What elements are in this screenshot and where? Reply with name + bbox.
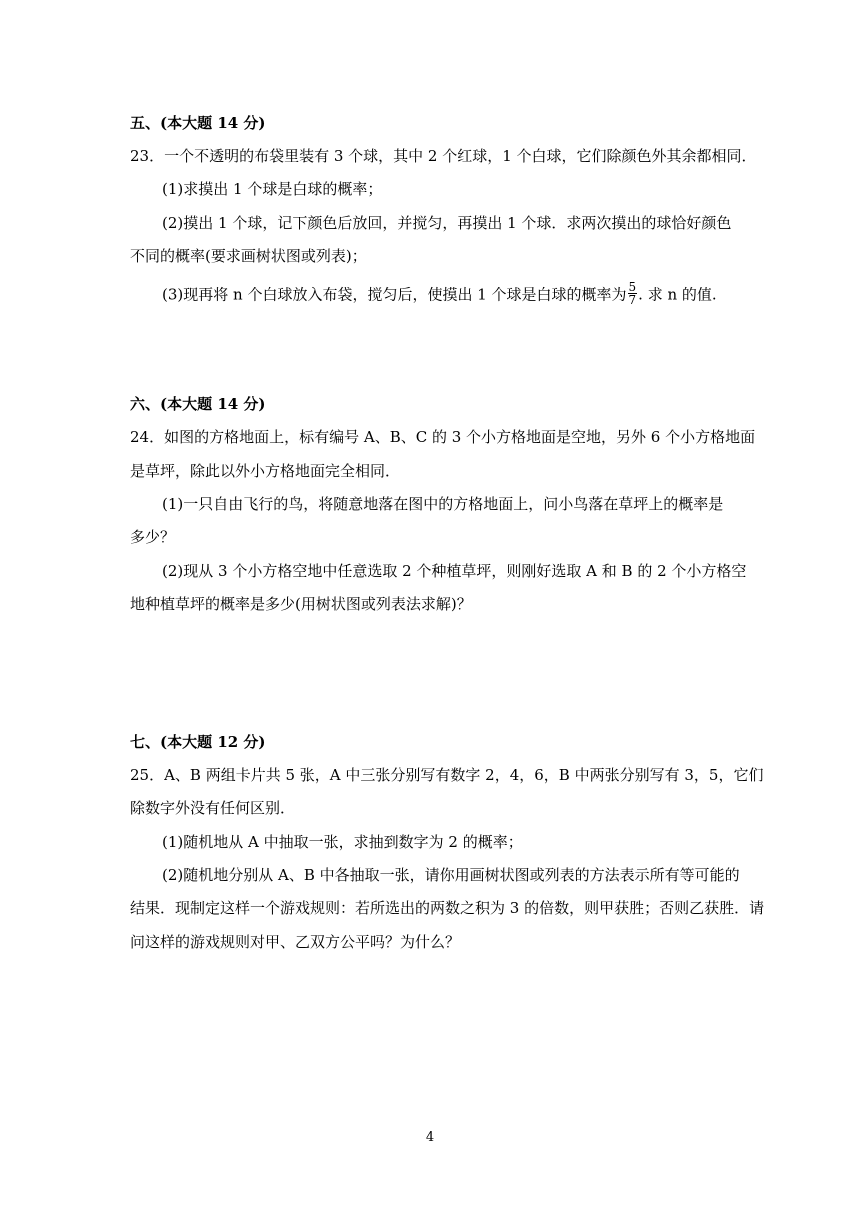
question-24-part-1: (1)一只自由飞行的鸟，将随意地落在图中的方格地面上，问小鸟落在草坪上的概率是 (162, 495, 724, 513)
question-23-part-3-end: . 求 n 的值. (638, 285, 717, 304)
question-25-stem: 25．A、B 两组卡片共 5 张，A 中三张分别写有数字 2，4，6，B 中两张分别写有 3，5，它们 (130, 766, 764, 784)
fraction-numerator: 5 (628, 280, 637, 294)
question-24-stem-cont: 是草坪，除此以外小方格地面完全相同． (130, 462, 401, 480)
section-7-heading: 七、(本大题 12 分) (130, 733, 266, 751)
question-25-part-2-end: 问这样的游戏规则对甲、乙双方公平吗？为什么？ (130, 933, 461, 951)
question-25-part-1: (1)随机地从 A 中抽取一张，求抽到数字为 2 的概率； (162, 833, 523, 851)
question-23-part-3-text: (3)现再将 n 个白球放入布袋，搅匀后，使摸出 1 个球是白球的概率为 (162, 285, 627, 304)
question-23-part-3 (162, 280, 717, 308)
question-23-part-1: (1)求摸出 1 个球是白球的概率； (162, 180, 383, 198)
question-24-part-2-cont: 地种植草坪的概率是多少(用树状图或列表法求解)？ (130, 595, 472, 613)
section-5-heading: 五、(本大题 14 分) (130, 114, 266, 132)
question-25-part-2-cont: 结果．现制定这样一个游戏规则：若所选出的两数之积为 3 的倍数，则甲获胜；否则乙获胜．请 (130, 899, 765, 917)
section-6-heading: 六、(本大题 14 分) (130, 395, 266, 413)
question-24-part-1-cont: 多少？ (130, 528, 176, 546)
question-23-part-2: (2)摸出 1 个球，记下颜色后放回，并搅匀，再摸出 1 个球．求两次摸出的球恰好颜色 (162, 214, 732, 232)
question-25-stem-cont: 除数字外没有任何区别． (130, 799, 296, 817)
page-number: 4 (425, 1130, 435, 1145)
question-23-part-2-cont: 不同的概率(要求画树状图或列表)； (130, 247, 367, 265)
question-25-part-2: (2)随机地分别从 A、B 中各抽取一张，请你用画树状图或列表的方法表示所有等可能的 (162, 866, 740, 884)
fraction-denominator: 7 (628, 293, 637, 307)
question-23-stem: 23．一个不透明的布袋里装有 3 个球，其中 2 个红球，1 个白球，它们除颜色外其余都相同． (130, 147, 757, 165)
question-24-part-2: (2)现从 3 个小方格空地中任意选取 2 个种植草坪，则刚好选取 A 和 B 的 2 个小方格空 (162, 562, 747, 580)
fraction-five-sevenths (628, 281, 638, 306)
question-24-stem: 24．如图的方格地面上，标有编号 A、B、C 的 3 个小方格地面是空地，另外 6 个小方格地面 (130, 428, 756, 446)
